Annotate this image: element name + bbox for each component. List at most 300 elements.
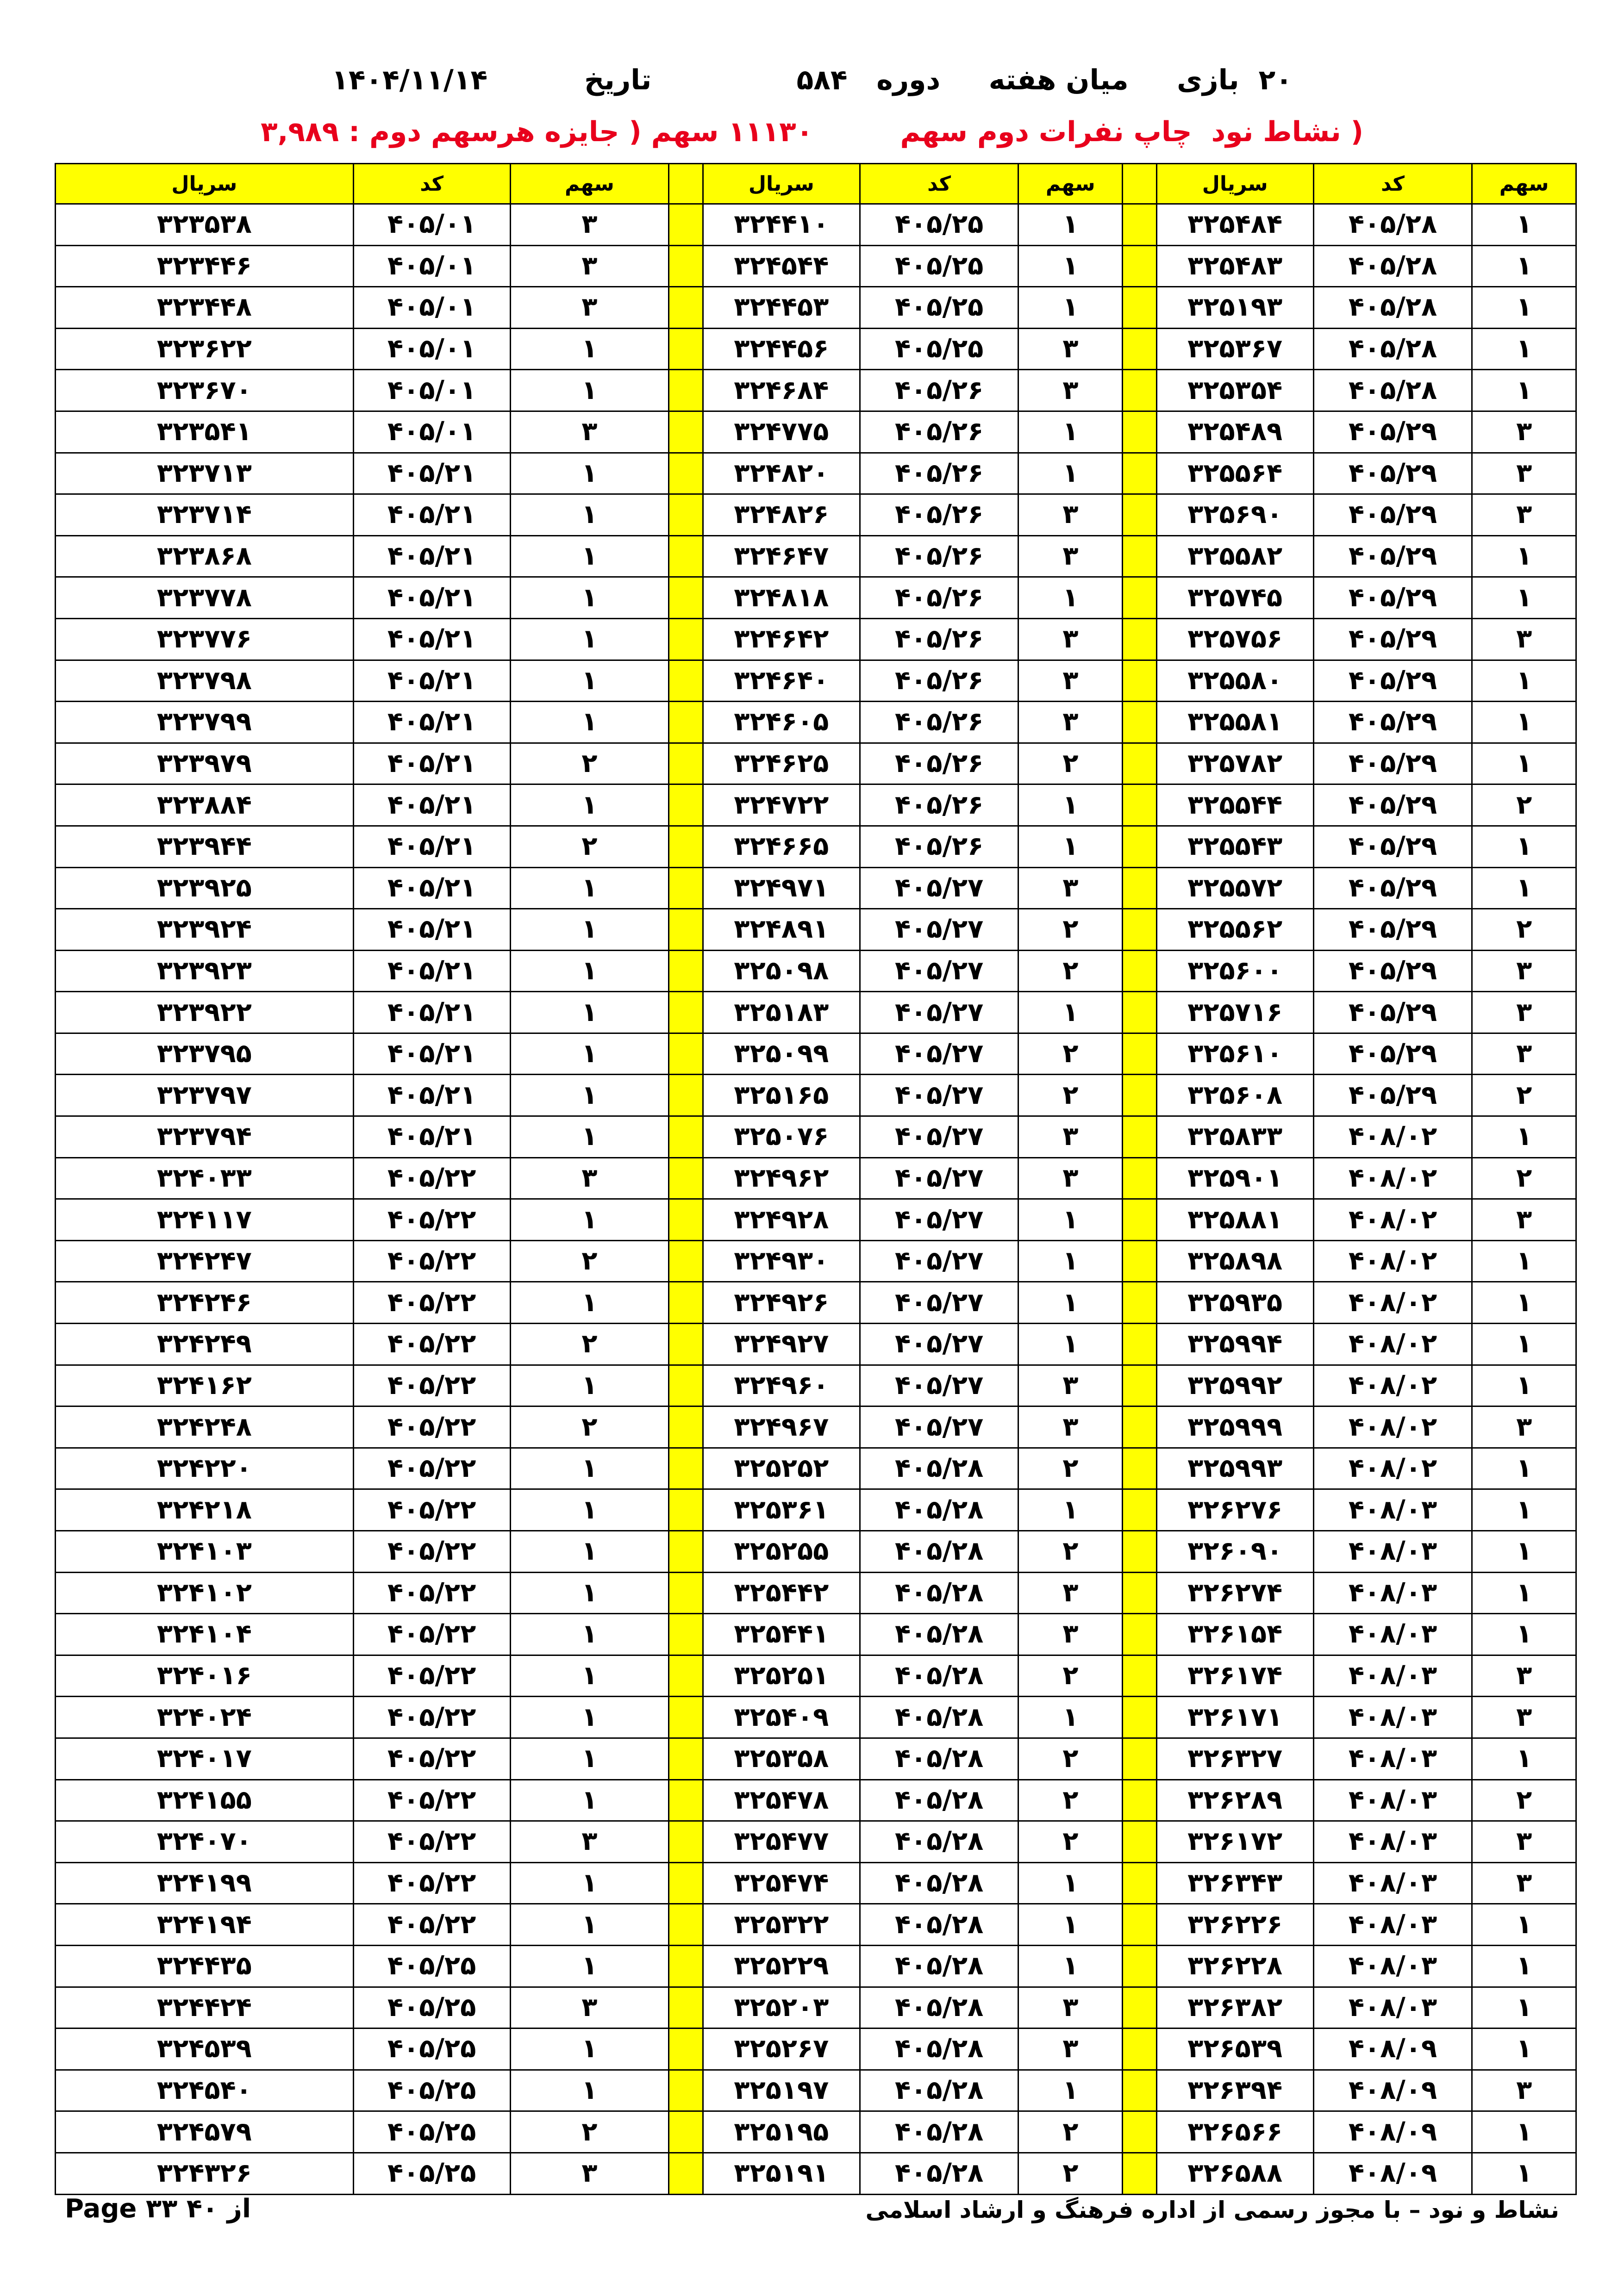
code-cell: ۴۰۵/۲۶ — [860, 370, 1018, 411]
serial-cell: ۳۲۵۵۶۲ — [1156, 909, 1313, 951]
share-cell: ۱ — [1018, 1240, 1123, 1282]
code-cell: ۴۰۵/۰۱ — [353, 328, 510, 370]
share-cell: ۱ — [510, 660, 669, 702]
code-cell: ۴۰۵/۲۲ — [353, 1324, 510, 1365]
share-cell: ۲ — [1018, 1780, 1123, 1821]
serial-cell: ۳۲۴۹۷۱ — [703, 867, 860, 909]
share-cell: ۱ — [1018, 204, 1123, 246]
share-cell: ۳ — [1018, 1116, 1123, 1158]
table-row — [56, 287, 1576, 329]
share-cell: ۳ — [510, 245, 669, 287]
column-separator — [1123, 204, 1157, 246]
serial-cell: ۳۲۴۸۲۶ — [703, 494, 860, 536]
code-cell: ۴۰۵/۲۲ — [353, 1862, 510, 1904]
serial-cell: ۳۲۴۹۶۰ — [703, 1365, 860, 1406]
code-cell: ۴۰۵/۲۶ — [860, 826, 1018, 867]
serial-cell: ۳۲۵۱۸۳ — [703, 992, 860, 1033]
code-cell: ۴۰۵/۲۵ — [860, 328, 1018, 370]
column-separator — [1123, 1157, 1157, 1199]
serial-cell: ۳۲۴۶۴۰ — [703, 660, 860, 702]
code-cell: ۴۰۵/۲۷ — [860, 1033, 1018, 1075]
serial-cell: ۳۲۵۲۵۱ — [703, 1655, 860, 1697]
code-cell: ۴۰۵/۲۸ — [860, 1987, 1018, 2028]
header-serial: سریال — [1156, 164, 1313, 204]
share-cell: ۱ — [510, 992, 669, 1033]
share-cell: ۱ — [510, 1531, 669, 1573]
share-cell: ۱ — [510, 1489, 669, 1531]
code-cell: ۴۰۵/۲۹ — [1313, 950, 1472, 992]
share-cell: ۱ — [1018, 287, 1123, 329]
column-separator — [1123, 411, 1157, 453]
share-cell: ۱ — [1472, 1614, 1576, 1655]
serial-cell: ۳۲۶۱۵۴ — [1156, 1614, 1313, 1655]
code-cell: ۴۰۵/۲۶ — [860, 411, 1018, 453]
serial-cell: ۳۲۵۹۹۴ — [1156, 1324, 1313, 1365]
column-separator — [669, 1987, 703, 2028]
share-cell: ۱ — [1472, 660, 1576, 702]
serial-cell: ۳۲۵۴۸۹ — [1156, 411, 1313, 453]
code-cell: ۴۰۵/۲۵ — [353, 2111, 510, 2153]
code-cell: ۴۰۵/۲۷ — [860, 1406, 1018, 1448]
column-separator — [1123, 2153, 1157, 2194]
code-cell: ۴۰۵/۲۷ — [860, 950, 1018, 992]
share-cell: ۳ — [1018, 2028, 1123, 2070]
serial-cell: ۳۲۶۲۷۶ — [1156, 1489, 1313, 1531]
share-cell: ۱ — [510, 1862, 669, 1904]
share-cell: ۱ — [1472, 1945, 1576, 1987]
table-row — [56, 1116, 1576, 1158]
table-row — [56, 1406, 1576, 1448]
serial-cell: ۳۲۵۳۵۸ — [703, 1738, 860, 1780]
table-row — [56, 1199, 1576, 1241]
table-row — [56, 1738, 1576, 1780]
column-separator — [1123, 1240, 1157, 1282]
column-separator — [669, 1116, 703, 1158]
share-cell: ۱ — [1018, 1199, 1123, 1241]
column-separator — [669, 577, 703, 619]
share-cell: ۲ — [1018, 950, 1123, 992]
share-cell: ۱ — [1472, 1448, 1576, 1489]
code-cell: ۴۰۵/۲۱ — [353, 1116, 510, 1158]
code-cell: ۴۰۸/۰۳ — [1313, 1489, 1472, 1531]
share-cell: ۱ — [1472, 826, 1576, 867]
code-cell: ۴۰۸/۰۳ — [1313, 1614, 1472, 1655]
code-cell: ۴۰۵/۲۹ — [1313, 1075, 1472, 1116]
code-cell: ۴۰۵/۲۵ — [353, 1987, 510, 2028]
share-cell: ۲ — [1472, 1075, 1576, 1116]
share-cell: ۱ — [510, 1945, 669, 1987]
share-cell: ۳ — [1018, 494, 1123, 536]
column-separator — [1123, 1904, 1157, 1946]
share-cell: ۱ — [510, 494, 669, 536]
table-row — [56, 867, 1576, 909]
code-cell: ۴۰۵/۲۱ — [353, 702, 510, 743]
serial-cell: ۳۲۴۳۲۶ — [56, 2153, 354, 2194]
table-row — [56, 535, 1576, 577]
column-separator — [669, 743, 703, 784]
column-separator — [669, 1365, 703, 1406]
share-cell: ۲ — [1472, 784, 1576, 826]
share-cell: ۱ — [1472, 577, 1576, 619]
code-cell: ۴۰۸/۰۳ — [1313, 1987, 1472, 2028]
code-cell: ۴۰۵/۲۹ — [1313, 494, 1472, 536]
serial-cell: ۳۲۴۵۷۹ — [56, 2111, 354, 2153]
code-cell: ۴۰۵/۲۷ — [860, 1157, 1018, 1199]
code-cell: ۴۰۵/۰۱ — [353, 204, 510, 246]
serial-cell: ۳۲۴۲۴۷ — [56, 1240, 354, 1282]
serial-cell: ۳۲۴۹۶۷ — [703, 1406, 860, 1448]
code-cell: ۴۰۵/۲۹ — [1313, 453, 1472, 494]
serial-cell: ۳۲۳۹۲۲ — [56, 992, 354, 1033]
serial-cell: ۳۲۴۱۹۹ — [56, 1862, 354, 1904]
serial-cell: ۳۲۵۸۳۳ — [1156, 1116, 1313, 1158]
serial-cell: ۳۲۵۱۹۱ — [703, 2153, 860, 2194]
table-row — [56, 1697, 1576, 1738]
serial-cell: ۳۲۶۲۷۴ — [1156, 1572, 1313, 1614]
serial-cell: ۳۲۴۵۴۰ — [56, 2070, 354, 2111]
share-cell: ۳ — [510, 204, 669, 246]
column-separator — [1123, 328, 1157, 370]
serial-cell: ۳۲۳۷۹۹ — [56, 702, 354, 743]
share-cell: ۱ — [1472, 1531, 1576, 1573]
share-cell: ۱ — [510, 577, 669, 619]
serial-cell: ۳۲۴۹۶۲ — [703, 1157, 860, 1199]
share-cell: ۳ — [1018, 1365, 1123, 1406]
table-row — [56, 702, 1576, 743]
share-cell: ۱ — [510, 2070, 669, 2111]
column-separator — [1123, 535, 1157, 577]
serial-cell: ۳۲۵۹۹۳ — [1156, 1448, 1313, 1489]
code-cell: ۴۰۵/۲۷ — [860, 1324, 1018, 1365]
share-cell: ۱ — [510, 2028, 669, 2070]
share-cell: ۲ — [510, 1240, 669, 1282]
serial-cell: ۳۲۶۳۴۳ — [1156, 1862, 1313, 1904]
share-cell: ۱ — [510, 909, 669, 951]
serial-cell: ۳۲۵۴۴۲ — [703, 1572, 860, 1614]
page-title: ۲۰ بازی میان هفته دوره ۵۸۴ تاریخ ۱۴۰۴/۱۱/۱۴ — [331, 64, 1293, 96]
column-separator — [1123, 1572, 1157, 1614]
code-cell: ۴۰۵/۲۸ — [860, 2070, 1018, 2111]
share-cell: ۳ — [1472, 618, 1576, 660]
share-cell: ۲ — [1018, 1531, 1123, 1573]
serial-cell: ۳۲۵۱۹۳ — [1156, 287, 1313, 329]
serial-cell: ۳۲۵۰۹۸ — [703, 950, 860, 992]
serial-cell: ۳۲۳۴۴۸ — [56, 287, 354, 329]
column-separator — [1123, 1489, 1157, 1531]
column-separator — [669, 784, 703, 826]
header-serial: سریال — [56, 164, 354, 204]
share-cell: ۲ — [510, 1324, 669, 1365]
serial-cell: ۳۲۳۹۲۵ — [56, 867, 354, 909]
serial-cell: ۳۲۴۸۲۰ — [703, 453, 860, 494]
share-cell: ۱ — [1018, 1697, 1123, 1738]
code-cell: ۴۰۵/۲۵ — [860, 245, 1018, 287]
column-separator — [1123, 1116, 1157, 1158]
table-row — [56, 950, 1576, 992]
code-cell: ۴۰۵/۲۸ — [860, 1614, 1018, 1655]
code-cell: ۴۰۵/۲۲ — [353, 1448, 510, 1489]
column-separator — [1123, 2028, 1157, 2070]
serial-cell: ۳۲۶۵۶۶ — [1156, 2111, 1313, 2153]
share-cell: ۱ — [1472, 702, 1576, 743]
serial-cell: ۳۲۳۷۷۶ — [56, 618, 354, 660]
share-cell: ۳ — [1472, 453, 1576, 494]
code-cell: ۴۰۸/۰۲ — [1313, 1406, 1472, 1448]
column-separator — [669, 909, 703, 951]
column-separator — [1123, 618, 1157, 660]
table-row — [56, 494, 1576, 536]
serial-cell: ۳۲۳۸۸۴ — [56, 784, 354, 826]
table-row — [56, 743, 1576, 784]
code-cell: ۴۰۵/۲۷ — [860, 1365, 1018, 1406]
code-cell: ۴۰۵/۲۲ — [353, 1738, 510, 1780]
serial-cell: ۳۲۵۴۸۳ — [1156, 245, 1313, 287]
column-separator — [1123, 950, 1157, 992]
code-cell: ۴۰۵/۲۹ — [1313, 909, 1472, 951]
table-row — [56, 2028, 1576, 2070]
serial-cell: ۳۲۵۵۴۳ — [1156, 826, 1313, 867]
table-row — [56, 1365, 1576, 1406]
serial-cell: ۳۲۵۲۵۵ — [703, 1531, 860, 1573]
share-cell: ۱ — [1018, 453, 1123, 494]
code-cell: ۴۰۵/۲۶ — [860, 702, 1018, 743]
serial-cell: ۳۲۴۱۰۴ — [56, 1614, 354, 1655]
table-row — [56, 1987, 1576, 2028]
table-row — [56, 1614, 1576, 1655]
serial-cell: ۳۲۵۱۹۵ — [703, 2111, 860, 2153]
serial-cell: ۳۲۴۰۱۶ — [56, 1655, 354, 1697]
column-separator — [669, 494, 703, 536]
share-cell: ۳ — [1018, 1614, 1123, 1655]
share-cell: ۱ — [1018, 1904, 1123, 1946]
serial-cell: ۳۲۴۱۶۲ — [56, 1365, 354, 1406]
code-cell: ۴۰۵/۲۲ — [353, 1240, 510, 1282]
code-cell: ۴۰۵/۲۸ — [860, 1531, 1018, 1573]
column-separator — [669, 1282, 703, 1324]
table-row — [56, 1531, 1576, 1573]
serial-cell: ۳۲۴۶۲۵ — [703, 743, 860, 784]
column-separator — [1123, 702, 1157, 743]
serial-cell: ۳۲۶۲۸۹ — [1156, 1780, 1313, 1821]
share-cell: ۲ — [510, 743, 669, 784]
column-separator — [669, 1489, 703, 1531]
table-row — [56, 370, 1576, 411]
serial-cell: ۳۲۵۹۰۱ — [1156, 1157, 1313, 1199]
column-separator — [1123, 2111, 1157, 2153]
header-serial: سریال — [703, 164, 860, 204]
code-cell: ۴۰۵/۲۹ — [1313, 702, 1472, 743]
table-row — [56, 1655, 1576, 1697]
code-cell: ۴۰۵/۲۸ — [860, 1697, 1018, 1738]
serial-cell: ۳۲۴۱۰۲ — [56, 1572, 354, 1614]
column-separator — [669, 1904, 703, 1946]
code-cell: ۴۰۵/۲۲ — [353, 1531, 510, 1573]
column-separator — [1123, 1862, 1157, 1904]
code-cell: ۴۰۵/۰۱ — [353, 370, 510, 411]
column-separator — [1123, 1406, 1157, 1448]
code-cell: ۴۰۵/۲۹ — [1313, 1033, 1472, 1075]
code-cell: ۴۰۵/۲۲ — [353, 1406, 510, 1448]
column-separator — [669, 2070, 703, 2111]
code-cell: ۴۰۵/۲۲ — [353, 1157, 510, 1199]
serial-cell: ۳۲۴۷۷۵ — [703, 411, 860, 453]
code-cell: ۴۰۵/۲۶ — [860, 494, 1018, 536]
column-separator — [1123, 1987, 1157, 2028]
serial-cell: ۳۲۵۴۷۷ — [703, 1821, 860, 1863]
code-cell: ۴۰۵/۲۱ — [353, 535, 510, 577]
share-cell: ۱ — [510, 1780, 669, 1821]
serial-cell: ۳۲۵۴۰۹ — [703, 1697, 860, 1738]
code-cell: ۴۰۵/۲۸ — [1313, 245, 1472, 287]
code-cell: ۴۰۵/۲۸ — [860, 1448, 1018, 1489]
serial-cell: ۳۲۴۰۲۴ — [56, 1697, 354, 1738]
code-cell: ۴۰۸/۰۲ — [1313, 1240, 1472, 1282]
share-cell: ۳ — [1472, 1697, 1576, 1738]
share-cell: ۱ — [1018, 826, 1123, 867]
code-cell: ۴۰۵/۲۲ — [353, 1655, 510, 1697]
code-cell: ۴۰۵/۲۶ — [860, 618, 1018, 660]
column-separator — [669, 1406, 703, 1448]
code-cell: ۴۰۵/۲۶ — [860, 535, 1018, 577]
serial-cell: ۳۲۵۳۶۷ — [1156, 328, 1313, 370]
serial-cell: ۳۲۵۰۷۶ — [703, 1116, 860, 1158]
share-cell: ۳ — [1472, 992, 1576, 1033]
share-cell: ۳ — [1472, 411, 1576, 453]
serial-cell: ۳۲۶۳۲۷ — [1156, 1738, 1313, 1780]
serial-cell: ۳۲۳۷۹۵ — [56, 1033, 354, 1075]
share-cell: ۳ — [1018, 1987, 1123, 2028]
serial-cell: ۳۲۴۴۳۵ — [56, 1945, 354, 1987]
column-separator — [669, 287, 703, 329]
code-cell: ۴۰۵/۲۶ — [860, 577, 1018, 619]
code-cell: ۴۰۵/۲۱ — [353, 867, 510, 909]
column-separator — [1123, 577, 1157, 619]
serial-cell: ۳۲۶۲۲۸ — [1156, 1945, 1313, 1987]
share-cell: ۲ — [510, 1406, 669, 1448]
serial-cell: ۳۲۳۹۲۳ — [56, 950, 354, 992]
share-cell: ۱ — [1472, 1365, 1576, 1406]
serial-cell: ۳۲۳۹۴۴ — [56, 826, 354, 867]
serial-cell: ۳۲۵۷۴۵ — [1156, 577, 1313, 619]
column-separator — [1123, 494, 1157, 536]
serial-cell: ۳۲۵۵۸۲ — [1156, 535, 1313, 577]
code-cell: ۴۰۵/۲۸ — [860, 1738, 1018, 1780]
code-cell: ۴۰۵/۲۸ — [860, 1572, 1018, 1614]
serial-cell: ۳۲۴۲۲۰ — [56, 1448, 354, 1489]
code-cell: ۴۰۵/۲۱ — [353, 992, 510, 1033]
table-row — [56, 992, 1576, 1033]
serial-cell: ۳۲۴۰۱۷ — [56, 1738, 354, 1780]
prize-summary: ( نشاط نود چاپ نفرات دوم سهم ۱۱۱۳۰ سهم ( جایزه هرسهم دوم : ۳,۹۸۹ — [260, 116, 1364, 148]
column-separator — [1123, 1821, 1157, 1863]
code-cell: ۴۰۸/۰۳ — [1313, 1862, 1472, 1904]
table-row — [56, 453, 1576, 494]
column-separator — [1123, 660, 1157, 702]
code-cell: ۴۰۵/۲۹ — [1313, 535, 1472, 577]
column-separator — [1123, 1324, 1157, 1365]
serial-cell: ۳۲۵۶۹۰ — [1156, 494, 1313, 536]
serial-cell: ۳۲۴۰۷۰ — [56, 1821, 354, 1863]
share-cell: ۱ — [1018, 992, 1123, 1033]
column-separator — [669, 204, 703, 246]
serial-cell: ۳۲۳۷۹۷ — [56, 1075, 354, 1116]
serial-cell: ۳۲۴۶۴۷ — [703, 535, 860, 577]
serial-cell: ۳۲۶۱۷۱ — [1156, 1697, 1313, 1738]
code-cell: ۴۰۵/۲۲ — [353, 1697, 510, 1738]
code-cell: ۴۰۵/۲۲ — [353, 1614, 510, 1655]
serial-cell: ۳۲۵۵۷۲ — [1156, 867, 1313, 909]
column-separator — [669, 2111, 703, 2153]
share-cell: ۱ — [1472, 867, 1576, 909]
serial-cell: ۳۲۵۷۵۶ — [1156, 618, 1313, 660]
share-cell: ۱ — [510, 1365, 669, 1406]
serial-cell: ۳۲۵۲۰۳ — [703, 1987, 860, 2028]
column-separator — [1123, 992, 1157, 1033]
serial-cell: ۳۲۴۶۰۵ — [703, 702, 860, 743]
share-cell: ۳ — [1472, 950, 1576, 992]
code-cell: ۴۰۵/۲۷ — [860, 992, 1018, 1033]
code-cell: ۴۰۵/۲۵ — [353, 2153, 510, 2194]
code-cell: ۴۰۵/۲۲ — [353, 1199, 510, 1241]
code-cell: ۴۰۸/۰۹ — [1313, 2070, 1472, 2111]
header-code: کد — [353, 164, 510, 204]
serial-cell: ۳۲۶۵۸۸ — [1156, 2153, 1313, 2194]
code-cell: ۴۰۵/۲۹ — [1313, 784, 1472, 826]
share-cell: ۱ — [1472, 287, 1576, 329]
code-cell: ۴۰۵/۲۸ — [860, 1945, 1018, 1987]
serial-cell: ۳۲۴۴۲۴ — [56, 1987, 354, 2028]
serial-cell: ۳۲۴۷۲۲ — [703, 784, 860, 826]
share-cell: ۱ — [510, 1199, 669, 1241]
code-cell: ۴۰۸/۰۳ — [1313, 1531, 1472, 1573]
serial-cell: ۳۲۵۴۷۸ — [703, 1780, 860, 1821]
serial-cell: ۳۲۴۱۹۴ — [56, 1904, 354, 1946]
table-row — [56, 1033, 1576, 1075]
header-share: سهم — [1018, 164, 1123, 204]
code-cell: ۴۰۵/۲۸ — [860, 1862, 1018, 1904]
share-cell: ۳ — [510, 1157, 669, 1199]
code-cell: ۴۰۸/۰۳ — [1313, 1572, 1472, 1614]
share-cell: ۱ — [510, 1033, 669, 1075]
code-cell: ۴۰۵/۲۷ — [860, 1282, 1018, 1324]
share-cell: ۳ — [1472, 1033, 1576, 1075]
serial-cell: ۳۲۴۵۴۴ — [703, 245, 860, 287]
footer-license: نشاط و نود – با مجوز رسمی از اداره فرهنگ و ارشاد اسلامی — [865, 2196, 1559, 2223]
column-separator — [669, 1199, 703, 1241]
share-cell: ۱ — [1018, 1862, 1123, 1904]
code-cell: ۴۰۵/۲۱ — [353, 784, 510, 826]
column-separator — [1123, 287, 1157, 329]
table-row — [56, 1780, 1576, 1821]
share-cell: ۱ — [1018, 1489, 1123, 1531]
share-cell: ۲ — [1018, 2111, 1123, 2153]
share-cell: ۱ — [510, 1448, 669, 1489]
share-cell: ۱ — [1472, 1240, 1576, 1282]
serial-cell: ۳۲۳۸۶۸ — [56, 535, 354, 577]
serial-cell: ۳۲۳۵۳۸ — [56, 204, 354, 246]
serial-cell: ۳۲۳۴۴۶ — [56, 245, 354, 287]
code-cell: ۴۰۵/۲۸ — [860, 1904, 1018, 1946]
code-cell: ۴۰۵/۲۸ — [860, 2111, 1018, 2153]
table-row — [56, 1448, 1576, 1489]
column-separator — [1123, 1738, 1157, 1780]
code-cell: ۴۰۵/۲۱ — [353, 1033, 510, 1075]
share-cell: ۱ — [510, 1697, 669, 1738]
share-cell: ۱ — [1018, 411, 1123, 453]
share-cell: ۱ — [1018, 1945, 1123, 1987]
serial-cell: ۳۲۴۹۲۶ — [703, 1282, 860, 1324]
column-separator — [669, 1614, 703, 1655]
